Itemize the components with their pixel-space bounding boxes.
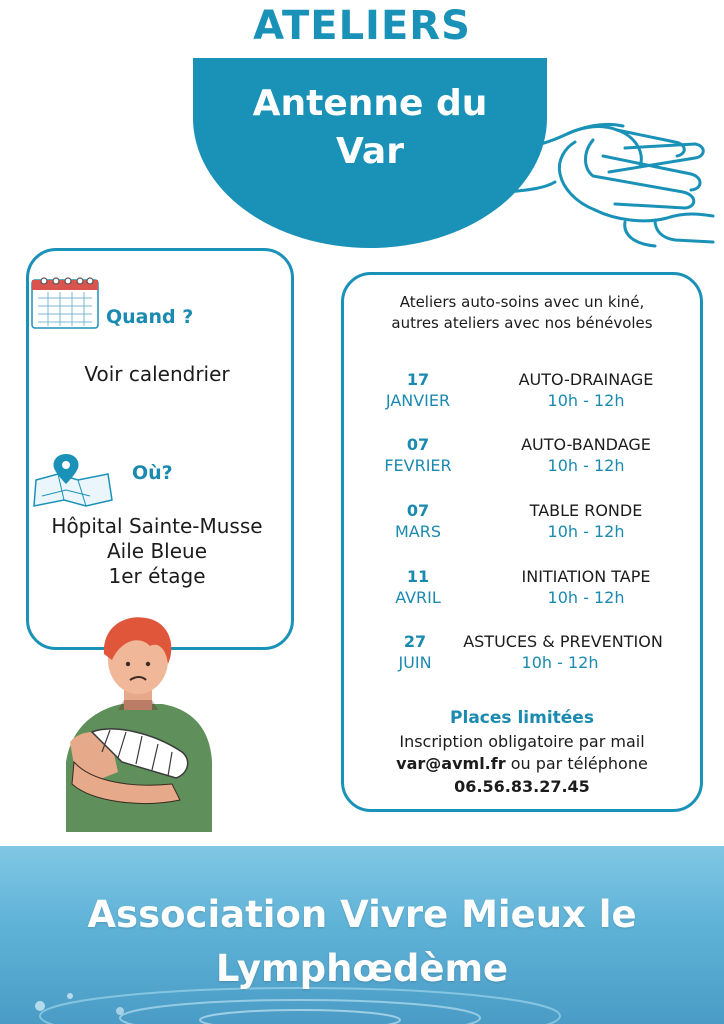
antenna-title (193, 80, 547, 176)
session-month: FEVRIER (384, 456, 452, 475)
session-title: INITIATION TAPE (521, 567, 651, 586)
session-time: 10h - 12h (547, 588, 625, 607)
where-line-1: Hôpital Sainte-Musse (51, 514, 263, 538)
when-value: Voir calendrier (84, 362, 230, 386)
session-month: JUIN (398, 653, 432, 672)
registration-contact-suffix: ou par téléphone (505, 754, 648, 773)
program-intro-line-1: Ateliers auto-soins avec un kiné, (399, 293, 645, 311)
session-month: AVRIL (395, 588, 441, 607)
person-with-bandaged-arm-illustration (62, 612, 222, 832)
program-intro (341, 292, 703, 334)
antenna-line-2: Var (336, 131, 404, 172)
antenna-line-1: Antenne du (252, 83, 488, 124)
association-line-2: Lymphœdème (215, 947, 509, 990)
poster-title: ATELIERS (253, 3, 471, 49)
email-link[interactable]: var@avml.fr (396, 754, 506, 773)
session-day: 07 (406, 501, 430, 520)
hands-together-icon (505, 112, 715, 252)
session-month: MARS (394, 522, 442, 541)
program-intro-line-2: autres ateliers avec nos bénévoles (391, 314, 653, 332)
association-line-1: Association Vivre Mieux le (87, 893, 637, 936)
calendar-icon (30, 276, 102, 332)
map-pin-icon (30, 452, 114, 510)
session-time: 10h - 12h (547, 522, 625, 541)
where-address (26, 514, 288, 589)
session-day: 17 (406, 370, 430, 389)
session-title: TABLE RONDE (529, 501, 643, 520)
session-title: AUTO-BANDAGE (521, 435, 651, 454)
session-day: 11 (406, 567, 430, 586)
places-limited: Places limitées (450, 708, 594, 728)
phone-number[interactable]: 06.56.83.27.45 (454, 777, 590, 796)
session-time: 10h - 12h (547, 456, 625, 475)
session-day: 07 (406, 435, 430, 454)
association-name (0, 888, 724, 996)
session-day: 27 (403, 632, 427, 651)
session-time: 10h - 12h (547, 391, 625, 410)
session-title: ASTUCES & PREVENTION (463, 632, 663, 651)
where-line-2: Aile Bleue (106, 539, 208, 563)
registration-line: Inscription obligatoire par mail (399, 732, 645, 751)
when-label: Quand ? (106, 306, 194, 328)
registration-contact (341, 753, 703, 775)
where-label: Où? (132, 462, 173, 484)
session-time: 10h - 12h (521, 653, 599, 672)
session-month: JANVIER (385, 391, 451, 410)
session-title: AUTO-DRAINAGE (518, 370, 654, 389)
where-line-3: 1er étage (108, 564, 206, 588)
